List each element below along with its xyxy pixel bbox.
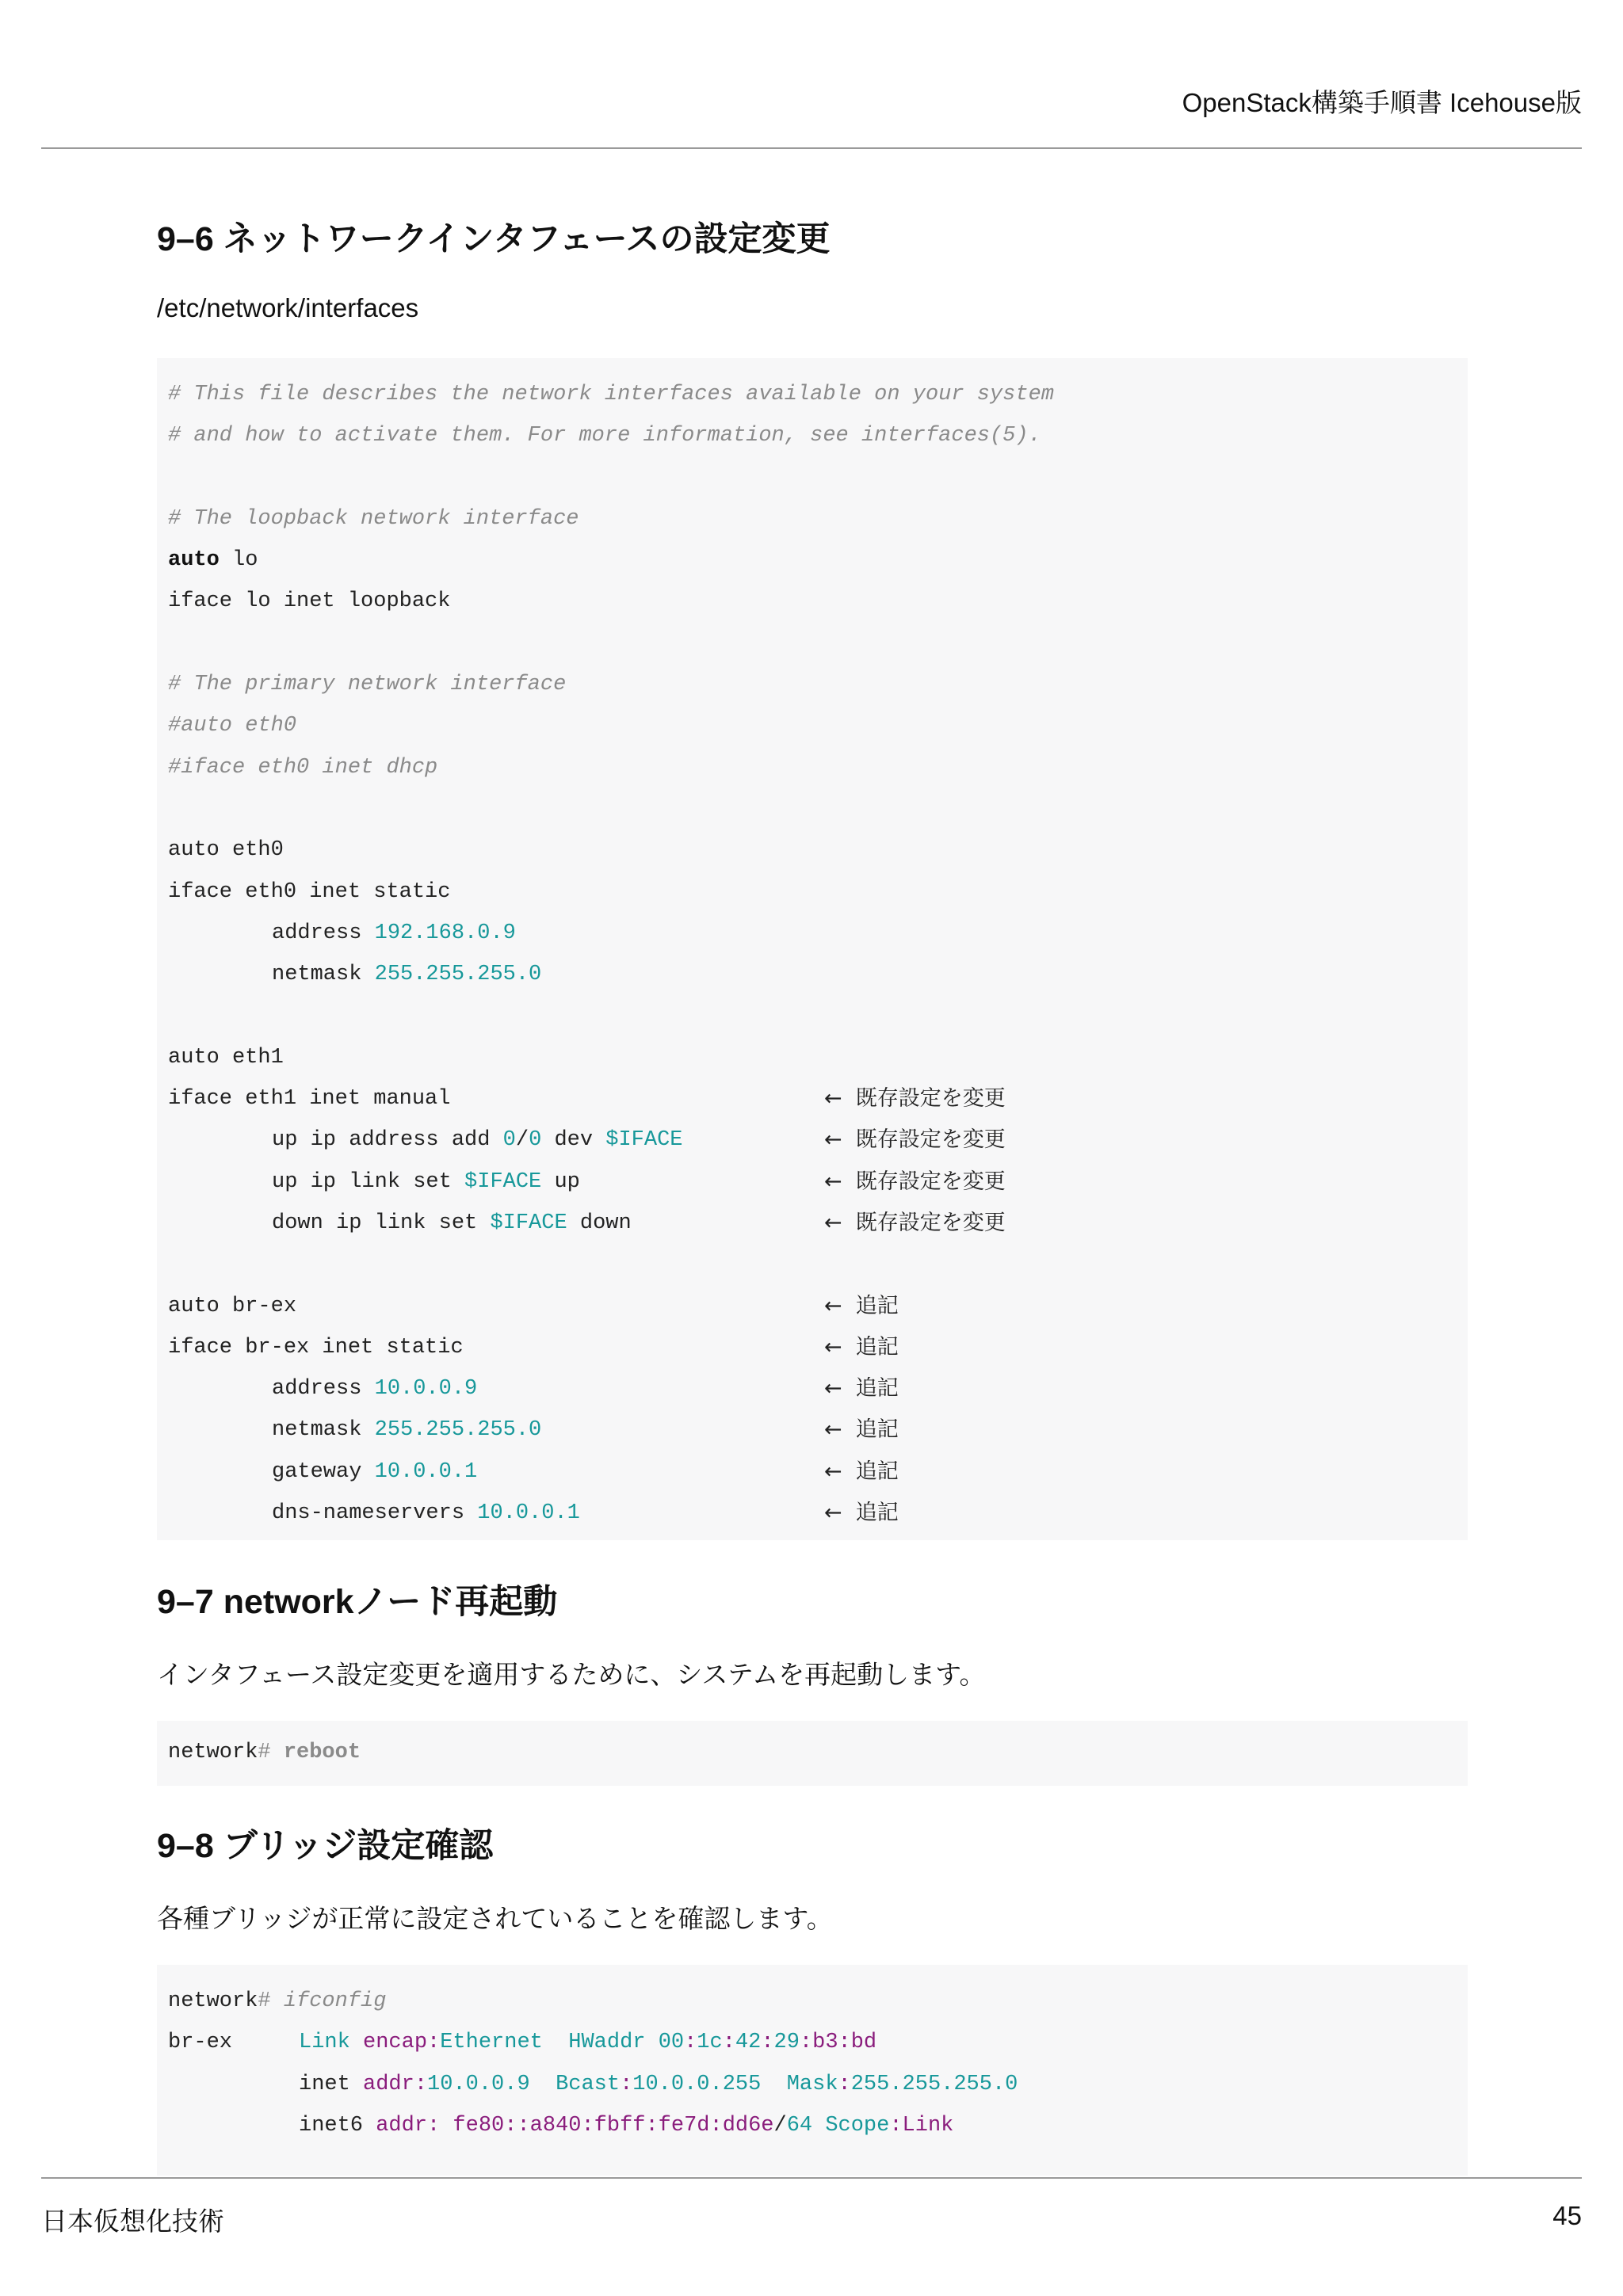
code-line: br-ex Link encap:Ethernet HWaddr 00:1c:42:29:b3:bd	[168, 2031, 877, 2055]
header-title: OpenStack構築手順書 Icehouse版	[1182, 88, 1582, 117]
note-add: ← 追記	[824, 1376, 899, 1402]
code-line: auto lo	[168, 548, 258, 573]
code-line-blank	[168, 457, 1468, 498]
note-add: ← 追記	[824, 1459, 899, 1484]
code-line: netmask 255.255.255.0 ← 追記	[168, 1409, 1468, 1451]
code-line: auto br-ex ← 追記	[168, 1286, 1468, 1327]
note-change: ← 既存設定を変更	[824, 1127, 1006, 1153]
code-line: network# ifconfig	[168, 1989, 387, 2013]
code-line: iface eth0 inet static	[168, 879, 451, 904]
note-change: ← 既存設定を変更	[824, 1086, 1006, 1112]
code-line: #auto eth0	[168, 714, 297, 738]
note-add: ← 追記	[824, 1334, 899, 1360]
section-9-8-text: 各種ブリッジが正常に設定されていることを確認します。	[157, 1904, 833, 1933]
code-line: dns-nameservers 10.0.0.1 ← 追記	[168, 1493, 1468, 1534]
code-line: # and how to activate them. For more information, see interfaces(5).	[168, 424, 1041, 448]
interfaces-code-block	[157, 358, 1468, 1540]
code-line-blank	[168, 1244, 1468, 1285]
code-line: inet addr:10.0.0.9 Bcast:10.0.0.255 Mask:255.255.255.0	[299, 2072, 1018, 2096]
code-line: auto eth0	[168, 838, 284, 863]
code-line: # The loopback network interface	[168, 506, 579, 531]
note-add: ← 追記	[824, 1417, 899, 1443]
section-9-8-title: 9–8 ブリッジ設定確認	[157, 1827, 494, 1865]
code-line-blank	[168, 788, 1468, 830]
page-number: 45	[1552, 2201, 1582, 2230]
section-9-7-title: 9–7 networkノード再起動	[157, 1583, 558, 1621]
code-line: address 192.168.0.9	[272, 921, 516, 945]
section-9-6-title: 9–6 ネットワークインタフェースの設定変更	[157, 220, 831, 258]
code-line: netmask 255.255.255.0	[272, 963, 542, 987]
code-line: up ip address add 0/0 dev $IFACE ← 既存設定を変更	[168, 1119, 1468, 1161]
code-line: # The primary network interface	[168, 673, 567, 697]
ifconfig-code-block	[157, 1965, 1468, 2176]
file-path: /etc/network/interfaces	[157, 293, 419, 322]
note-change: ← 既存設定を変更	[824, 1210, 1006, 1235]
note-add: ← 追記	[824, 1501, 899, 1526]
code-line: # This file describes the network interfaces available on your system	[168, 383, 1054, 406]
code-line: down ip link set $IFACE down ← 既存設定を変更	[168, 1203, 1468, 1244]
code-line: iface br-ex inet static ← 追記	[168, 1327, 1468, 1368]
footer-rule	[41, 2177, 1582, 2179]
code-line: inet6 addr: fe80::a840:fbff:fe7d:dd6e/64 Scope:Link	[299, 2113, 954, 2138]
code-line-blank	[168, 623, 1468, 664]
header-rule	[41, 147, 1582, 149]
code-line: auto eth1	[168, 1045, 284, 1070]
reboot-code-block	[157, 1721, 1468, 1786]
code-line: #iface eth0 inet dhcp	[168, 755, 438, 780]
code-line: address 10.0.0.9 ← 追記	[168, 1368, 1468, 1409]
note-add: ← 追記	[824, 1293, 899, 1318]
note-change: ← 既存設定を変更	[824, 1169, 1006, 1194]
code-line-blank	[168, 995, 1468, 1036]
section-9-7-text: インタフェース設定変更を適用するために、システムを再起動します。	[157, 1660, 986, 1689]
code-line: up ip link set $IFACE up ← 既存設定を変更	[168, 1161, 1468, 1203]
code-line: gateway 10.0.0.1 ← 追記	[168, 1451, 1468, 1493]
code-line: network# reboot	[168, 1741, 361, 1764]
code-line: iface lo inet loopback	[168, 589, 451, 614]
footer-company: 日本仮想化技術	[41, 2206, 224, 2236]
code-line: iface eth1 inet manual ← 既存設定を変更	[168, 1078, 1468, 1119]
